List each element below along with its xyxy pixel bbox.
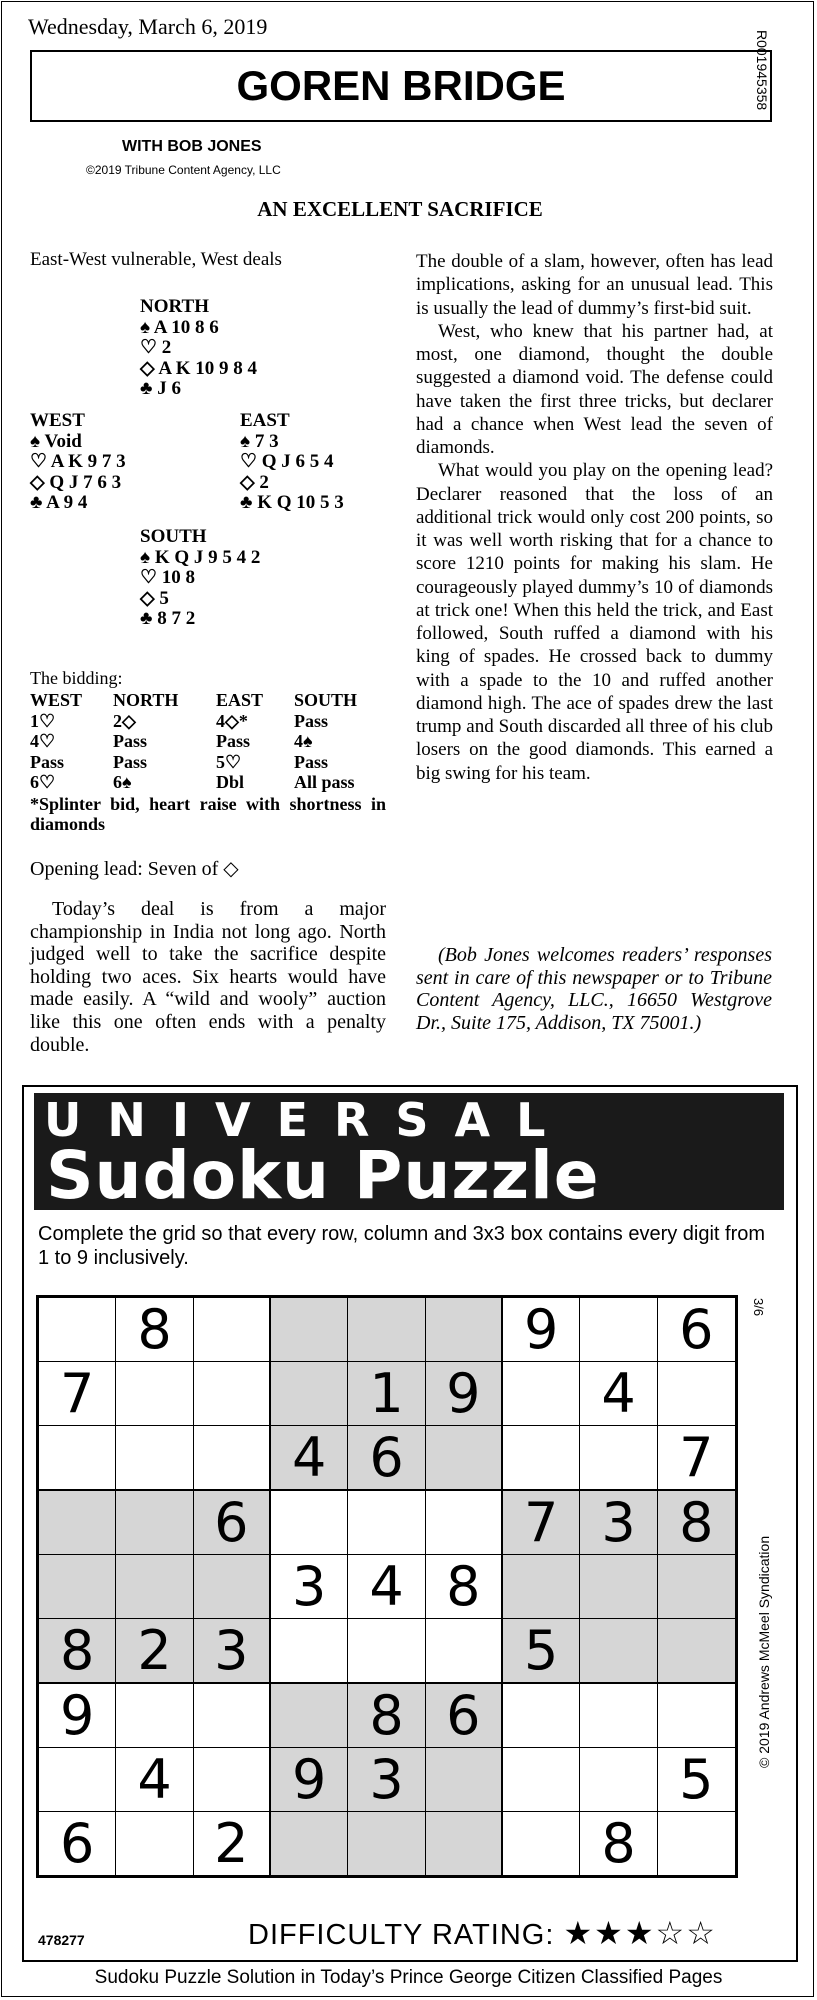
bidding-table [30, 690, 376, 793]
byline: WITH BOB JONES [122, 138, 262, 155]
sudoku-cell [426, 1812, 503, 1875]
solution-footer: Sudoku Puzzle Solution in Today’s Prince George Citizen Classified Pages [94, 1967, 723, 1988]
bid-cell: WEST [30, 690, 83, 710]
puzzle-date: 3/6 [751, 1298, 766, 1317]
sudoku-cell: 2 [116, 1619, 193, 1684]
sudoku-cell: 7 [503, 1491, 580, 1555]
puzzle-id: 478277 [38, 1932, 85, 1948]
bid-cell: 6♡ [30, 772, 56, 792]
sudoku-cell: 7 [658, 1426, 735, 1491]
sudoku-cell [271, 1298, 348, 1362]
syndication-credit: © 2019 Andrews McMeel Syndication [756, 1535, 772, 1768]
sudoku-cell: 9 [271, 1748, 348, 1812]
south-clubs: ♣ 8 7 2 [140, 608, 196, 629]
sudoku-cell [426, 1619, 503, 1684]
sudoku-cell [116, 1555, 193, 1619]
north-diamonds: ◇ A K 10 9 8 4 [140, 357, 258, 379]
sudoku-cell: 4 [116, 1748, 193, 1812]
sudoku-cell [271, 1619, 348, 1684]
contact-note: (Bob Jones welcomes readers’ responses sent in care of this newspaper or to Tribune Content Agency, LLC., 16650 Westgrove Dr., Suite 175, Addison, TX 75001.) [416, 944, 772, 1034]
east-diamonds: ◇ 2 [240, 471, 269, 493]
sudoku-cell [426, 1748, 503, 1812]
sudoku-cell: 4 [348, 1555, 425, 1619]
sudoku-cell [271, 1491, 348, 1555]
sudoku-cell: 8 [116, 1298, 193, 1362]
bid-cell: Pass [294, 751, 329, 772]
bid-cell: Pass [113, 751, 148, 772]
bid-cell: Pass [216, 731, 251, 751]
bid-cell: 4♠ [294, 731, 313, 751]
north-spades: ♠ A 10 8 6 [140, 316, 219, 338]
sudoku-cell: 9 [39, 1684, 116, 1748]
sudoku-cell [503, 1426, 580, 1491]
sudoku-cell [194, 1426, 271, 1491]
bid-cell: 4♡ [30, 731, 56, 751]
sudoku-cell [580, 1748, 657, 1812]
sudoku-cell [503, 1812, 580, 1875]
bid-cell: 4◇* [216, 710, 248, 731]
sudoku-cell [348, 1491, 425, 1555]
sudoku-cell: 8 [426, 1555, 503, 1619]
sudoku-cell: 9 [503, 1298, 580, 1362]
bidding-row [30, 772, 376, 793]
bidding-row [30, 752, 376, 773]
sudoku-cell [194, 1684, 271, 1748]
sudoku-cell [580, 1426, 657, 1491]
sudoku-cell [39, 1298, 116, 1362]
sudoku-instructions: Complete the grid so that every row, column and 3x3 box contains every digit from 1 to 9 inclusively. [38, 1223, 766, 1269]
difficulty-rating [248, 1914, 717, 1952]
sudoku-cell: 6 [658, 1298, 735, 1362]
sudoku-grid [36, 1295, 738, 1878]
west-hearts: ♡ A K 9 7 3 [30, 451, 126, 472]
sudoku-cell [116, 1491, 193, 1555]
south-hand [140, 527, 260, 630]
sudoku-cell [658, 1684, 735, 1748]
bidding-label: The bidding: [30, 668, 123, 688]
south-hearts: ♡ 10 8 [140, 567, 196, 588]
sudoku-cell [580, 1619, 657, 1684]
sudoku-cell [426, 1491, 503, 1555]
filled-star-icon: ★ [594, 1915, 625, 1951]
bid-cell: 5♡ [216, 751, 242, 772]
banner-title: Sudoku Puzzle [46, 1137, 600, 1214]
bid-cell: 2◇ [113, 710, 136, 731]
article-paragraph: The double of a slam, however, often has lead implications, asking for an unusual lead. This is usually the lead of dummy’s first-bid suit. [416, 251, 773, 319]
sudoku-cell [658, 1555, 735, 1619]
west-spades: ♠ Void [30, 430, 82, 452]
sudoku-cell [580, 1298, 657, 1362]
banner-brand: UNIVERSAL [44, 1093, 572, 1147]
sudoku-cell: 8 [348, 1684, 425, 1748]
copyright: ©2019 Tribune Content Agency, LLC [86, 163, 281, 177]
opening-lead: Opening lead: Seven of ◇ [30, 858, 239, 880]
sudoku-cell [39, 1426, 116, 1491]
south-spades: ♠ K Q J 9 5 4 2 [140, 546, 261, 568]
column-title: GOREN BRIDGE [236, 62, 566, 109]
sudoku-cell: 8 [580, 1812, 657, 1875]
sudoku-cell: 6 [348, 1426, 425, 1491]
sudoku-cell: 9 [426, 1362, 503, 1426]
sudoku-cell [503, 1748, 580, 1812]
sudoku-cell [658, 1619, 735, 1684]
sudoku-cell [348, 1619, 425, 1684]
west-clubs: ♣ A 9 4 [30, 492, 88, 513]
empty-star-icon: ☆ [686, 1915, 717, 1951]
bid-cell: 6♠ [113, 772, 132, 792]
title-box [30, 50, 772, 122]
sudoku-cell: 3 [580, 1491, 657, 1555]
intro-paragraph: Today’s deal is from a major championship in India not long ago. North judged well to take the sacrifice despite holding two aces. Six hearts would have made easily. A “wild and wooly” auction like this one often ends with a penalty double. [30, 898, 386, 1056]
sudoku-cell: 3 [271, 1555, 348, 1619]
sudoku-cell [503, 1362, 580, 1426]
vulnerability: East-West vulnerable, West deals [30, 249, 282, 270]
bid-cell: Dbl [216, 772, 245, 792]
sudoku-cell [503, 1555, 580, 1619]
side-code: R001945358 [754, 30, 770, 111]
sudoku-cell [658, 1362, 735, 1426]
bid-cell: NORTH [113, 690, 179, 710]
sudoku-cell [426, 1426, 503, 1491]
sudoku-cell: 5 [658, 1748, 735, 1812]
east-label: EAST [240, 410, 290, 431]
sudoku-cell [580, 1555, 657, 1619]
sudoku-cell [39, 1748, 116, 1812]
sudoku-cell [194, 1555, 271, 1619]
west-diamonds: ◇ Q J 7 6 3 [30, 471, 122, 493]
north-label: NORTH [140, 296, 210, 317]
sudoku-cell [194, 1298, 271, 1362]
sudoku-cell [116, 1362, 193, 1426]
bidding-row [30, 711, 376, 732]
sudoku-cell [348, 1812, 425, 1875]
sudoku-cell: 7 [39, 1362, 116, 1426]
bidding-row [30, 731, 376, 752]
sudoku-cell [39, 1491, 116, 1555]
sudoku-cell [426, 1298, 503, 1362]
filled-star-icon: ★ [563, 1915, 595, 1951]
bid-cell: EAST [216, 690, 264, 710]
sudoku-cell [658, 1812, 735, 1875]
sudoku-cell [271, 1812, 348, 1875]
west-label: WEST [30, 410, 85, 431]
south-diamonds: ◇ 5 [140, 587, 169, 609]
sudoku-cell [271, 1362, 348, 1426]
sudoku-cell: 8 [658, 1491, 735, 1555]
article-paragraph: What would you play on the opening lead? Declarer reasoned that the loss of an additional trick would only cost 200 points, so it was well worth risking that for a chance to score 1210 points for making his slam. He courageously played dummy’s 10 of diamonds at trick one! When this held the trick, and East followed, South ruffed a diamond with his king of spades. He crossed back to dummy with a spade to the 10 and ruffed another diamond high. The ace of spades drew the last trump and South discarded all three of his club losers on the good diamonds. This earned a big swing for his team. [416, 460, 773, 784]
north-hearts: ♡ 2 [140, 337, 172, 358]
sudoku-cell [116, 1426, 193, 1491]
sudoku-cell [503, 1684, 580, 1748]
west-hand [30, 411, 126, 514]
sudoku-cell: 6 [39, 1812, 116, 1875]
publication-date: Wednesday, March 6, 2019 [28, 14, 268, 39]
rating-stars [563, 1915, 717, 1951]
sudoku-cell: 6 [426, 1684, 503, 1748]
headline: AN EXCELLENT SACRIFICE [257, 197, 543, 221]
sudoku-cell [194, 1362, 271, 1426]
bidding-footnote: *Splinter bid, heart raise with shortness in diamonds [30, 794, 386, 834]
sudoku-cell: 8 [39, 1619, 116, 1684]
sudoku-cell: 1 [348, 1362, 425, 1426]
bid-cell: All pass [294, 772, 355, 792]
bid-cell: Pass [294, 710, 329, 731]
sudoku-cell [271, 1684, 348, 1748]
bid-cell: SOUTH [294, 690, 358, 710]
filled-star-icon: ★ [624, 1915, 656, 1951]
sudoku-cell [39, 1555, 116, 1619]
north-hand [140, 297, 257, 400]
sudoku-cell: 3 [194, 1619, 271, 1684]
sudoku-cell [194, 1748, 271, 1812]
article-right-column [416, 250, 773, 785]
sudoku-cell [580, 1684, 657, 1748]
article-paragraph: West, who knew that his partner had, at most, one diamond, thought the double suggested a diamond void. The defense could have taken the first three tricks, but declarer had a chance when West lead the seven of diamonds. [416, 320, 773, 458]
bid-cell: Pass [30, 751, 65, 772]
east-hand [240, 411, 344, 514]
sudoku-cell: 5 [503, 1619, 580, 1684]
empty-star-icon: ☆ [655, 1915, 687, 1951]
north-clubs: ♣ J 6 [140, 378, 181, 399]
east-clubs: ♣ K Q 10 5 3 [240, 492, 344, 513]
sudoku-cell [348, 1298, 425, 1362]
sudoku-cell: 6 [194, 1491, 271, 1555]
bid-cell: Pass [113, 731, 148, 751]
sudoku-banner [34, 1093, 784, 1214]
sudoku-cell [116, 1812, 193, 1875]
bid-cell: 1♡ [30, 710, 56, 731]
bidding-header-row [30, 690, 376, 711]
sudoku-cell [116, 1684, 193, 1748]
rating-label: DIFFICULTY RATING: [248, 1919, 555, 1951]
south-label: SOUTH [140, 526, 207, 547]
sudoku-cell: 4 [271, 1426, 348, 1491]
sudoku-cell: 4 [580, 1362, 657, 1426]
east-hearts: ♡ Q J 6 5 4 [240, 451, 334, 472]
east-spades: ♠ 7 3 [240, 430, 279, 452]
sudoku-cell: 2 [194, 1812, 271, 1875]
sudoku-cell: 3 [348, 1748, 425, 1812]
